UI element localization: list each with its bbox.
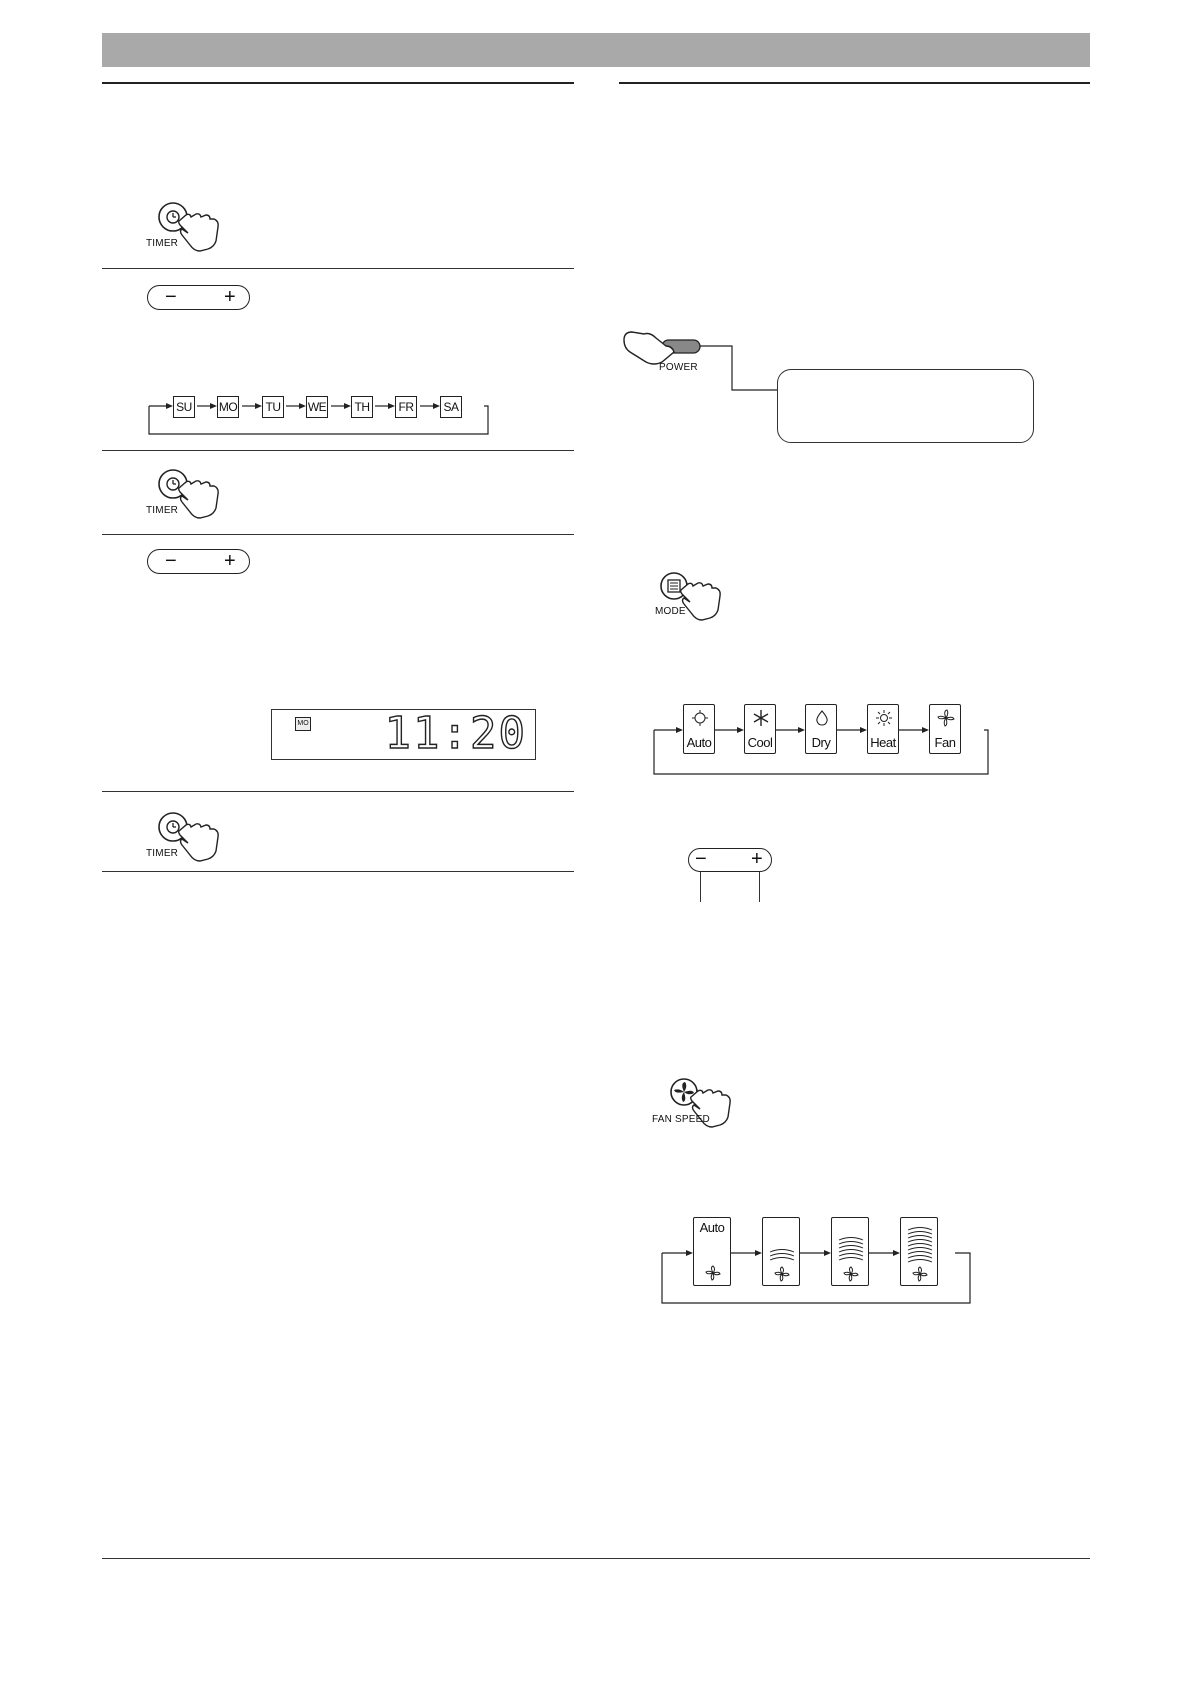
timer-label-3: TIMER xyxy=(146,848,179,859)
minus-icon: − xyxy=(695,848,707,870)
day-mo: MO xyxy=(217,396,239,418)
day-tu: TU xyxy=(262,396,284,418)
fan-icon xyxy=(937,709,955,727)
mode-cool: Cool xyxy=(744,704,776,754)
day-fr: FR xyxy=(395,396,417,418)
plus-icon: + xyxy=(224,550,236,572)
divider-3 xyxy=(102,534,574,535)
timer-label-2: TIMER xyxy=(146,505,179,516)
fan-speed-button-illustration xyxy=(655,1075,745,1135)
mode-button-illustration xyxy=(655,568,735,628)
divider-2 xyxy=(102,450,574,451)
callout-bubble xyxy=(777,369,1034,443)
mode-auto: Auto xyxy=(683,704,715,754)
hand-icon xyxy=(681,583,721,620)
header-bar xyxy=(102,33,1090,67)
fan-high-icon xyxy=(904,1226,936,1284)
day-we: WE xyxy=(306,396,328,418)
fan-level-auto: Auto xyxy=(693,1217,731,1286)
plus-connector xyxy=(759,872,760,902)
hand-icon xyxy=(624,332,674,364)
day-sa: SA xyxy=(440,396,462,418)
minus-icon: − xyxy=(165,286,177,308)
fan-level-low xyxy=(762,1217,800,1286)
hand-icon xyxy=(179,214,218,251)
lcd-time: 11:20 xyxy=(384,708,527,759)
divider-4 xyxy=(102,791,574,792)
fan-level-medium xyxy=(831,1217,869,1286)
sun-icon xyxy=(875,709,893,727)
fan-medium-icon xyxy=(835,1236,867,1284)
droplet-icon xyxy=(813,709,831,727)
divider-1 xyxy=(102,268,574,269)
fan-level-high xyxy=(900,1217,938,1286)
day-su: SU xyxy=(173,396,195,418)
mode-label: MODE xyxy=(655,606,686,617)
plus-icon: + xyxy=(224,286,236,308)
mode-heat: Heat xyxy=(867,704,899,754)
footer-rule xyxy=(102,1558,1090,1559)
power-label: POWER xyxy=(659,362,698,373)
minus-connector xyxy=(700,872,701,902)
auto-mode-icon xyxy=(691,709,709,727)
fan-speed-label: FAN SPEED xyxy=(652,1114,710,1125)
hand-icon xyxy=(179,824,218,861)
day-th: TH xyxy=(351,396,373,418)
divider-5 xyxy=(102,871,574,872)
minus-plus-button-1[interactable] xyxy=(147,285,250,310)
snowflake-icon xyxy=(752,709,770,727)
mode-fan: Fan xyxy=(929,704,961,754)
left-column-top-rule xyxy=(102,82,574,84)
right-column-top-rule xyxy=(619,82,1090,84)
hand-icon xyxy=(179,481,218,518)
lcd-display xyxy=(271,709,536,760)
fan-low-icon xyxy=(766,1248,798,1284)
plus-icon: + xyxy=(751,848,763,870)
minus-icon: − xyxy=(165,550,177,572)
lcd-day-badge: MO xyxy=(295,717,311,731)
minus-plus-button-2[interactable] xyxy=(147,549,250,574)
timer-label-1: TIMER xyxy=(146,238,179,249)
minus-plus-button-3[interactable] xyxy=(688,848,772,872)
mode-dry: Dry xyxy=(805,704,837,754)
fan-icon xyxy=(704,1264,722,1282)
